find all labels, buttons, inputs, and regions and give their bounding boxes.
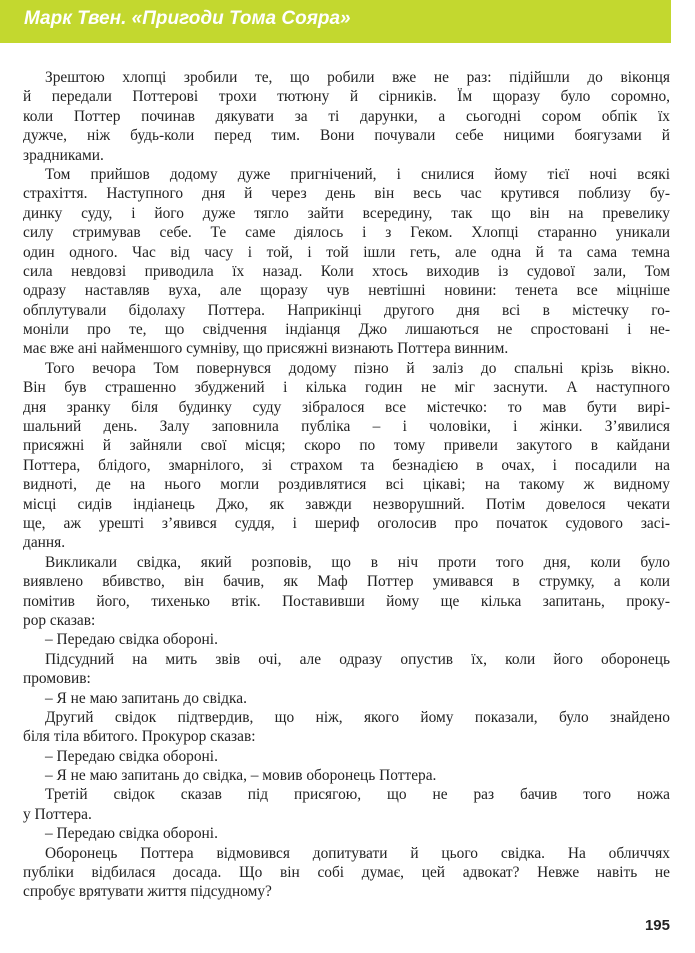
- text-line: й передали Поттерові трохи тютюну й сірників. Їм щоразу було соромно,: [23, 88, 670, 106]
- text-line: моніли про те, що свідчення індіанця Джо лишаються не спростовані і не-: [23, 321, 670, 339]
- header-title: Марк Твен. «Пригоди Тома Сояра»: [24, 8, 351, 29]
- text-line: дання.: [23, 534, 66, 552]
- text-line: має вже ані найменшого сумніву, що присяжні визнають Поттера винним.: [23, 340, 509, 358]
- text-line: – Передаю свідка обороні.: [45, 631, 218, 649]
- text-line: публіки відбилася досада. Що він собі думає, цей адвокат? Невже навіть не: [23, 864, 670, 882]
- text-line: Другий свідок підтвердив, що ніж, якого йому показали, було знайдено: [45, 708, 670, 726]
- text-line: видноті, де на нього могли роздивлятися всі цікаві; на такому ж видному: [23, 476, 670, 494]
- text-line: Поттера, блідого, змарнілого, зі страхом та безнадією в очах, і посадили на: [23, 456, 670, 474]
- text-line: – Передаю свідка обороні.: [45, 747, 218, 765]
- text-line: дня зранку біля будинку суду зібралося все містечко: то мав бути вирі-: [23, 398, 670, 416]
- text-line: Викликали свідка, який розповів, що в ніч проти того дня, коли було: [45, 553, 670, 571]
- text-line: – Я не маю запитань до свідка, – мовив оборонець Поттера.: [45, 767, 437, 785]
- text-line: Підсудний на мить звів очі, але одразу опустив їх, коли його оборонець: [45, 650, 670, 668]
- text-line: сила невдовзі приводила їх назад. Коли хтось виходив із судової зали, Том: [23, 262, 670, 280]
- text-line: одразу наставляв вуха, але щоразу чув невтішні новини: тенета все міцніше: [23, 282, 670, 300]
- text-line: виявлено вбивство, він бачив, як Маф Поттер умивався в струмку, а коли: [23, 573, 670, 591]
- text-line: дужче, ніж будь-коли перед тим. Вони почували себе ницими боягузами й: [23, 127, 670, 145]
- text-line: – Передаю свідка обороні.: [45, 825, 218, 843]
- text-line: присяжні й зайняли свої місця; скоро по тому привели закутого в кайдани: [23, 437, 670, 455]
- text-line: Зрештою хлопці зробили те, що робили вже не раз: підійшли до віконця: [45, 69, 670, 86]
- text-line: Того вечора Том повернувся додому пізно й заліз до спальні крізь вікно.: [45, 359, 670, 377]
- text-line: силу стримував себе. Те саме діялось і з Геком. Хлопці старанно уникали: [23, 224, 670, 242]
- text-line: один одного. Час від часу і той, і той ішли геть, але одна й та сама темна: [23, 243, 670, 261]
- text-line: страхіття. Наступного дня й через день він весь час крутився поблизу бу-: [23, 185, 670, 203]
- text-line: шальний день. Залу заповнила публіка – і чоловіки, і жінки. З’явилися: [23, 418, 670, 436]
- text-line: біля тіла вбитого. Прокурор сказав:: [23, 728, 256, 746]
- text-line: – Я не маю запитань до свідка.: [45, 689, 247, 707]
- text-line: Оборонець Поттера відмовився допитувати й цього свідка. На обличчях: [45, 844, 670, 862]
- text-line: промовив:: [23, 670, 91, 688]
- text-line: Том прийшов додому дуже пригнічений, і снилися йому тієї ночі всякі: [45, 165, 670, 183]
- text-line: обплутували бідолаху Поттера. Наприкінці другого дня всі в містечку го-: [23, 301, 670, 319]
- text-line: місці сидів індіанець Джо, як завжди незворушний. Потім довелося чекати: [23, 495, 670, 513]
- running-header: [0, 0, 671, 43]
- text-line: Він був страшенно збуджений і кілька годин не міг заснути. А наступного: [23, 379, 670, 397]
- text-line: у Поттера.: [23, 805, 92, 823]
- text-line: помітив його, тихенько втік. Поставивши йому ще кілька запитань, проку-: [23, 592, 670, 610]
- body-text: [23, 68, 670, 902]
- text-line: коли Поттер починав дякувати за ті дарунки, а сьогодні сором обпік їх: [23, 107, 670, 125]
- text-line: динку суду, і його дуже тягло зайти всередину, так що він на превелику: [23, 204, 670, 222]
- text-line: ще, аж урешті з’явився суддя, і шериф оголосив про початок судового засі-: [23, 514, 670, 532]
- text-line: зрадниками.: [23, 146, 104, 164]
- text-line: Третій свідок сказав під присягою, що не раз бачив того ножа: [45, 786, 670, 804]
- page-number: 195: [644, 917, 670, 934]
- text-line: рор сказав:: [23, 611, 96, 629]
- text-line: спробує врятувати життя підсудному?: [23, 883, 272, 901]
